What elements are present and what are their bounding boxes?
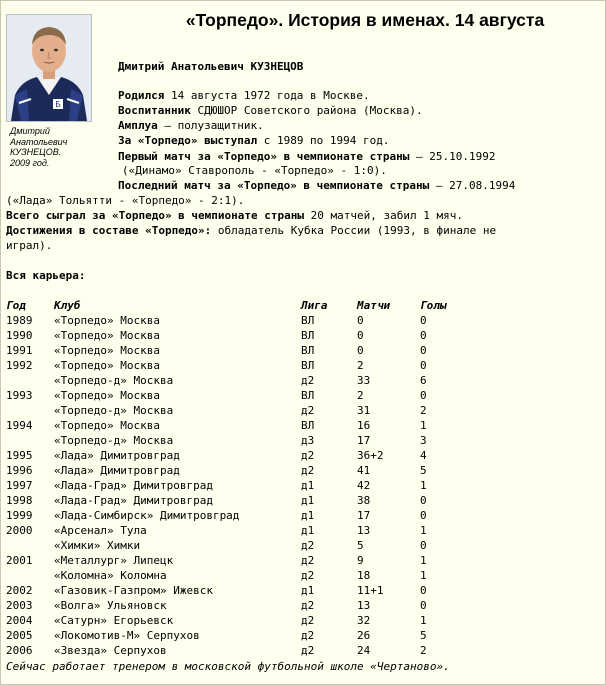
bio-trainee-label: Воспитанник <box>118 104 191 117</box>
cell-league: д2 <box>301 464 315 477</box>
cell-league: ВЛ <box>301 329 315 342</box>
cell-league: д2 <box>301 554 315 567</box>
cell-club: «Торпедо-д» Москва <box>54 434 174 447</box>
cell-year: 1997 <box>6 479 33 492</box>
cell-matches: 41 <box>357 464 371 477</box>
cell-matches: 31 <box>357 404 371 417</box>
cell-goals: 0 <box>420 329 427 342</box>
cell-year: 1996 <box>6 464 33 477</box>
column-header-matches: Матчи <box>357 299 391 312</box>
column-header-year: Год <box>6 299 26 312</box>
cell-year: 1998 <box>6 494 33 507</box>
cell-league: д2 <box>301 569 315 582</box>
cell-league: ВЛ <box>301 359 315 372</box>
cell-matches: 0 <box>357 329 364 342</box>
column-header-club: Клуб <box>54 299 81 312</box>
cell-goals: 2 <box>420 404 427 417</box>
cell-club: «Сатурн» Егорьевск <box>54 614 174 627</box>
cell-goals: 0 <box>420 314 427 327</box>
cell-goals: 0 <box>420 539 427 552</box>
bio-total <box>6 209 463 222</box>
cell-year: 1991 <box>6 344 33 357</box>
footer-note: Сейчас работает тренером в московской футбольной школе «Чертаново». <box>6 660 450 673</box>
cell-club: «Лада» Димитровград <box>54 449 180 462</box>
cell-club: «Торпедо» Москва <box>54 359 160 372</box>
cell-goals: 1 <box>420 554 427 567</box>
cell-goals: 0 <box>420 359 427 372</box>
bio-first-value: – 25.10.1992 <box>409 150 496 163</box>
cell-club: «Коломна» Коломна <box>54 569 167 582</box>
bio-last-match-result: («Лада» Тольятти - «Торпедо» - 2:1). <box>6 194 245 207</box>
cell-league: д1 <box>301 509 315 522</box>
cell-year: 2005 <box>6 629 33 642</box>
cell-club: «Лада-Град» Димитровград <box>54 494 213 507</box>
bio-achievements-value: обладатель Кубка России (1993, в финале не <box>211 224 497 237</box>
cell-goals: 3 <box>420 434 427 447</box>
cell-year: 1995 <box>6 449 33 462</box>
cell-matches: 2 <box>357 389 364 402</box>
cell-goals: 1 <box>420 479 427 492</box>
bio-total-value: 20 матчей, забил 1 мяч. <box>304 209 463 222</box>
cell-club: «Звезда» Серпухов <box>54 644 167 657</box>
column-header-goals: Голы <box>420 299 447 312</box>
cell-league: д2 <box>301 614 315 627</box>
bio-role-value: – полузащитник. <box>157 119 264 132</box>
cell-matches: 13 <box>357 599 371 612</box>
bio-role <box>118 119 264 132</box>
cell-goals: 1 <box>420 614 427 627</box>
bio-achievements <box>6 224 496 237</box>
caption-line: Дмитрий <box>10 126 50 136</box>
bio-last-label: Последний матч за «Торпедо» в чемпионате страны <box>118 179 430 192</box>
cell-year: 1990 <box>6 329 33 342</box>
cell-matches: 42 <box>357 479 371 492</box>
cell-goals: 0 <box>420 389 427 402</box>
jersey-badge: Б <box>55 100 61 109</box>
cell-club: «Торпедо» Москва <box>54 344 160 357</box>
cell-matches: 17 <box>357 509 371 522</box>
cell-year: 2001 <box>6 554 33 567</box>
cell-goals: 1 <box>420 419 427 432</box>
cell-club: «Торпедо» Москва <box>54 419 160 432</box>
cell-goals: 0 <box>420 344 427 357</box>
cell-league: д3 <box>301 434 315 447</box>
cell-club: «Локомотив-М» Серпухов <box>54 629 200 642</box>
cell-league: ВЛ <box>301 389 315 402</box>
cell-league: ВЛ <box>301 314 315 327</box>
cell-club: «Металлург» Липецк <box>54 554 174 567</box>
cell-goals: 5 <box>420 629 427 642</box>
bio-last-match <box>118 179 515 192</box>
bio-trainee <box>118 104 423 117</box>
cell-club: «Торпедо» Москва <box>54 389 160 402</box>
cell-matches: 11+1 <box>357 584 384 597</box>
bio-last-value: – 27.08.1994 <box>429 179 516 192</box>
bio-first-label: Первый матч за «Торпедо» в чемпионате страны <box>118 150 410 163</box>
cell-club: «Лада-Симбирск» Димитровград <box>54 509 240 522</box>
cell-matches: 26 <box>357 629 371 642</box>
cell-club: «Торпедо-д» Москва <box>54 404 174 417</box>
cell-goals: 0 <box>420 494 427 507</box>
cell-goals: 1 <box>420 569 427 582</box>
cell-year: 2002 <box>6 584 33 597</box>
cell-year: 1993 <box>6 389 33 402</box>
cell-matches: 16 <box>357 419 371 432</box>
cell-league: ВЛ <box>301 419 315 432</box>
cell-year: 2006 <box>6 644 33 657</box>
cell-matches: 33 <box>357 374 371 387</box>
cell-matches: 2 <box>357 359 364 372</box>
cell-club: «Лада» Димитровград <box>54 464 180 477</box>
cell-matches: 5 <box>357 539 364 552</box>
cell-club: «Торпедо-д» Москва <box>54 374 174 387</box>
bio-born-label: Родился <box>118 89 165 102</box>
cell-league: д1 <box>301 524 315 537</box>
cell-year: 2004 <box>6 614 33 627</box>
cell-year: 2000 <box>6 524 33 537</box>
cell-matches: 0 <box>357 314 364 327</box>
cell-club: «Торпедо» Москва <box>54 314 160 327</box>
bio-played-value: с 1989 по 1994 год. <box>257 134 390 147</box>
bio-played-label: За «Торпедо» выступал <box>118 134 258 147</box>
bio-trainee-value: СДЮШОР Советского района (Москва). <box>190 104 423 117</box>
cell-goals: 0 <box>420 509 427 522</box>
cell-matches: 36+2 <box>357 449 384 462</box>
cell-goals: 1 <box>420 524 427 537</box>
photo-caption <box>10 126 100 168</box>
cell-goals: 6 <box>420 374 427 387</box>
cell-league: д2 <box>301 449 315 462</box>
cell-matches: 24 <box>357 644 371 657</box>
bio-played <box>118 134 390 147</box>
column-header-league: Лига <box>301 299 328 312</box>
career-heading: Вся карьера: <box>6 269 86 282</box>
page-title: «Торпедо». История в именах. 14 августа <box>185 10 545 30</box>
cell-goals: 0 <box>420 599 427 612</box>
player-name: Дмитрий Анатольевич КУЗНЕЦОВ <box>118 60 304 73</box>
cell-goals: 0 <box>420 584 427 597</box>
cell-league: д1 <box>301 479 315 492</box>
caption-line: Анатольевич <box>10 136 68 147</box>
cell-goals: 4 <box>420 449 427 462</box>
cell-league: д2 <box>301 404 315 417</box>
cell-year: 2003 <box>6 599 33 612</box>
cell-league: д2 <box>301 644 315 657</box>
bio-role-label: Амплуа <box>118 119 158 132</box>
cell-club: «Арсенал» Тула <box>54 524 147 537</box>
cell-league: д2 <box>301 539 315 552</box>
cell-league: ВЛ <box>301 344 315 357</box>
cell-league: д2 <box>301 629 315 642</box>
cell-matches: 17 <box>357 434 371 447</box>
cell-club: «Химки» Химки <box>54 539 141 552</box>
bio-born <box>118 89 370 102</box>
caption-line: КУЗНЕЦОВ. <box>10 147 62 157</box>
cell-matches: 18 <box>357 569 371 582</box>
cell-league: д2 <box>301 374 315 387</box>
cell-league: д1 <box>301 584 315 597</box>
bio-achievements-cont: играл). <box>6 239 53 252</box>
cell-year: 1989 <box>6 314 33 327</box>
cell-club: «Торпедо» Москва <box>54 329 160 342</box>
cell-matches: 38 <box>357 494 371 507</box>
bio-born-value: 14 августа 1972 года в Москве. <box>164 89 370 102</box>
bio-achievements-label: Достижения в составе «Торпедо»: <box>6 224 212 237</box>
cell-year: 1999 <box>6 509 33 522</box>
cell-club: «Лада-Град» Димитровград <box>54 479 213 492</box>
player-photo <box>6 14 92 122</box>
bio-first-match <box>118 150 496 163</box>
cell-matches: 32 <box>357 614 371 627</box>
cell-club: «Волга» Ульяновск <box>54 599 167 612</box>
bio-total-label: Всего сыграл за «Торпедо» в чемпионате страны <box>6 209 305 222</box>
cell-league: д1 <box>301 494 315 507</box>
cell-year: 1992 <box>6 359 33 372</box>
cell-matches: 13 <box>357 524 371 537</box>
caption-line: 2009 год. <box>10 157 50 168</box>
cell-goals: 5 <box>420 464 427 477</box>
cell-league: д2 <box>301 599 315 612</box>
cell-year: 1994 <box>6 419 33 432</box>
cell-club: «Газовик-Газпром» Ижевск <box>54 584 213 597</box>
bio-first-match-result: («Динамо» Ставрополь - «Торпедо» - 1:0). <box>122 164 387 177</box>
cell-matches: 9 <box>357 554 364 567</box>
cell-goals: 2 <box>420 644 427 657</box>
player-portrait-image <box>7 15 91 121</box>
cell-matches: 0 <box>357 344 364 357</box>
